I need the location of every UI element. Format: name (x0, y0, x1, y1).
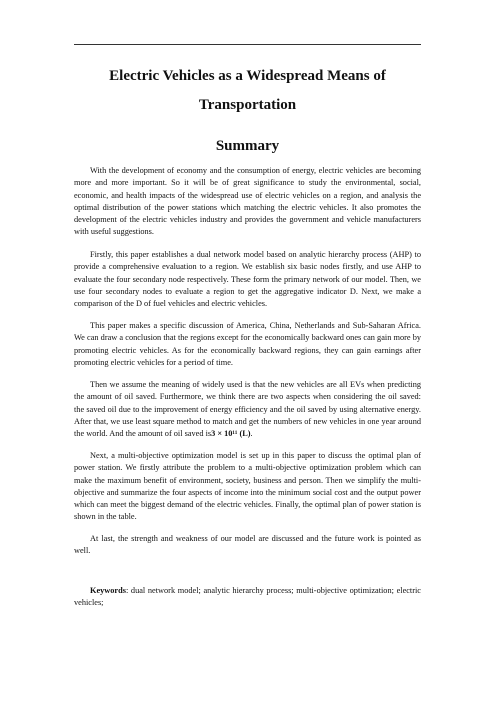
paragraph-4-text: Then we assume the meaning of widely used is that the new vehicles are all EVs when predicting the amount of oil saved. Furthermore, we think there are two aspects when considering the oil saved: the saved oil due to the improvement of energy efficiency and the oil saved by using alternative energy. After that, we use least square method to match and get the numbers of new vehicles in one year around the world. And the amount of oil saved is (74, 380, 421, 439)
summary-paragraph-2: Firstly, this paper establishes a dual network model based on analytic hierarchy process (AHP) to provide a comprehensive evaluation to a region. We establish six basic nodes firstly, and use AHP to evaluate the four secondary node respectively. These form the primary network of our model. Then, we use four secondary nodes to evaluate a region to get the aggregative indicator D. Next, we make a comparison of the D of fuel vehicles and electric vehicles. (74, 250, 421, 309)
summary-paragraph-5: Next, a multi-objective optimization model is set up in this paper to discuss the optimal plan of power station. We firstly attribute the problem to a multi-objective optimization problem which can make the maximum benefit of environment, society, business and person. Then we simplify the multi-objective and summarize the four aspects of income into the minimum social cost and the output power which can meet the biggest demand of the electric vehicles. Finally, the optimal plan of power station is shown in the table. (74, 451, 421, 522)
summary-heading: Summary (215, 138, 280, 154)
paragraph-4-end: . (250, 429, 253, 439)
summary-paragraph-6: At last, the strength and weakness of our model are discussed and the future work is pointed as well. (74, 534, 421, 556)
keywords-line (74, 585, 421, 610)
oil-saved-value: 3 × 10¹¹ (L) (211, 429, 251, 439)
paper-title-line1: Electric Vehicles as a Widespread Means of (109, 68, 386, 84)
keywords-label: Keywords (90, 586, 126, 595)
paper-title-line2: Transportation (198, 97, 297, 113)
summary-paragraph-3: This paper makes a specific discussion of America, China, Netherlands and Sub-Saharan Africa. We can draw a conclusion that the regions except for the economically backward ones can gain more by promoting electric vehicles. As for the economically backward regions, they can gain earnings after promoting electric vehicles for a period of time. (74, 321, 421, 367)
summary-paragraph-1: With the development of economy and the consumption of energy, electric vehicles are becoming more and more important. So it will be of great significance to study the environmental, social, economic, and health impacts of the widespread use of electric vehicles on a region, and analysis the optimal distribution of the power stations which matching the electric vehicles. It also promotes the development of the electric vehicles industry and provides the government and vehicle manufacturers with useful suggestions. (74, 166, 421, 237)
header-rule (74, 44, 421, 45)
keywords-text: : dual network model; analytic hierarchy process; multi-objective optimization; electric vehicles; (74, 586, 421, 608)
summary-paragraph-4 (74, 379, 421, 440)
